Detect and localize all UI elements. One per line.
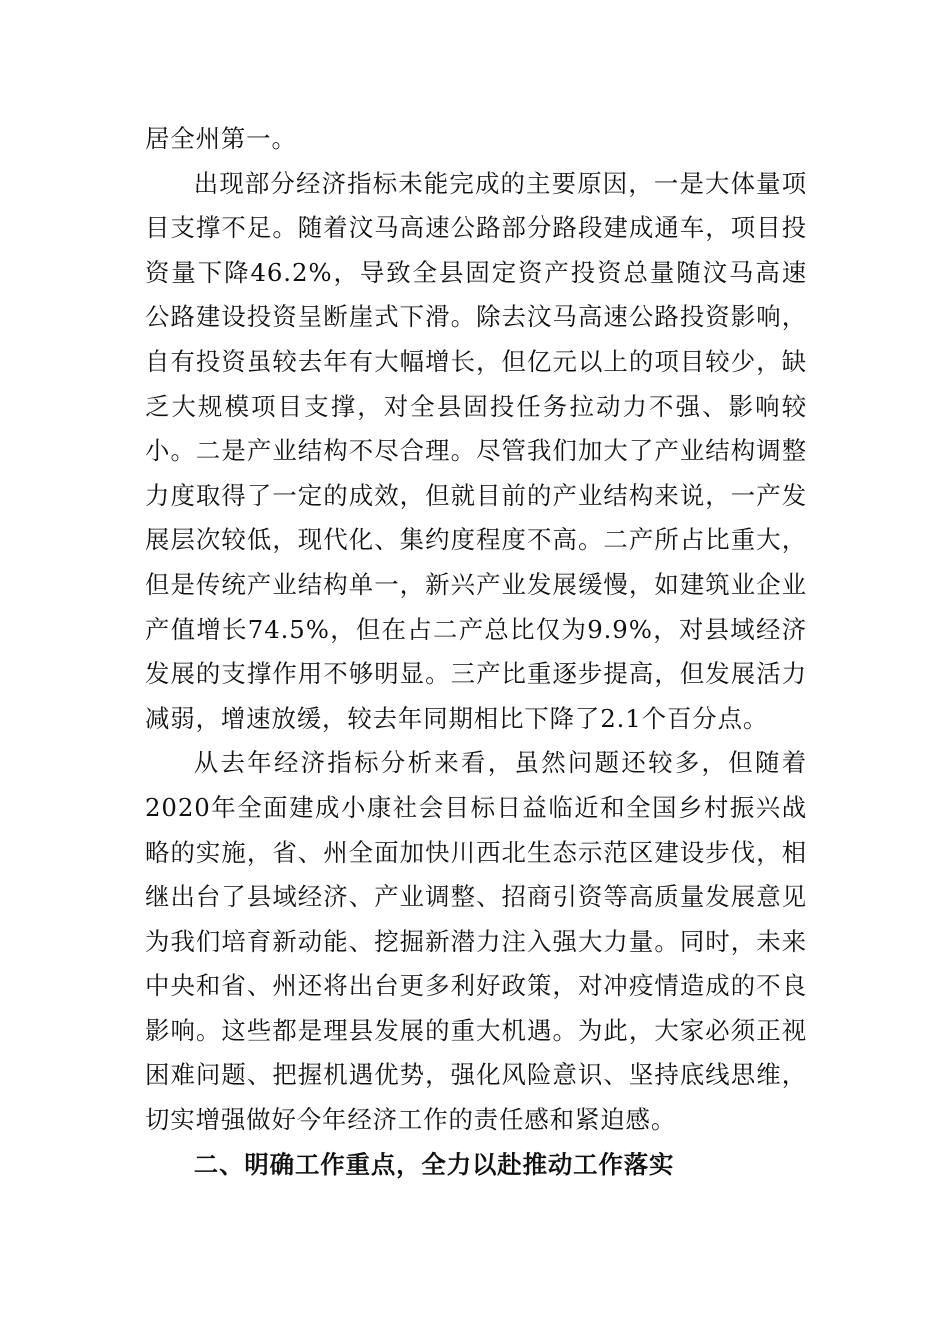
section-heading: 二、明确工作重点，全力以赴推动工作落实 bbox=[193, 1149, 675, 1179]
paragraph-continuation: 居全州第一。 bbox=[145, 124, 297, 153]
paragraph-reasons: 出现部分经济指标未能完成的主要原因，一是大体量项目支撑不足。随着汶马高速公路部分路段建成通车，项目投资量下降46.2%，导致全县固定资产投资总量随汶马高速公路建设投资呈断崖式下滑。除去汶马高速公路投资影响，自有投资虽较去年有大幅增长，但亿元以上的项目较少，缺乏大规模项目支撑，对全县固投任务拉动力不强、影响较小。二是产业结构不尽合理。尽管我们加大了产业结构调整力度取得了一定的成效，但就目前的产业结构来说，一产发展层次较低，现代化、集约度程度不高。二产所占比重大，但是传统产业结构单一，新兴产业发展缓慢，如建筑业企业产值增长74.5%，但在占二产总比仅为9.9%，对县域经济发展的支撑作用不够明显。三产比重逐步提高，但发展活力减弱，增速放缓，较去年同期相比下降了2.1个百分点。 bbox=[145, 168, 807, 733]
paragraph-opportunities: 从去年经济指标分析来看，虽然问题还较多，但随着2020年全面建成小康社会目标日益临近和全国乡村振兴战略的实施，省、州全面加快川西北生态示范区建设步伐，相继出台了县域经济、产业调整、招商引资等高质量发展意见为我们培育新动能、挖掘新潜力注入强大力量。同时，未来中央和省、州还将出台更多利好政策，对冲疫情造成的不良影响。这些都是理县发展的重大机遇。为此，大家必须正视困难问题、把握机遇优势，强化风险意识、坚持底线思维，切实增强做好今年经济工作的责任感和紧迫感。 bbox=[145, 748, 807, 1135]
document-body bbox=[145, 117, 807, 1187]
